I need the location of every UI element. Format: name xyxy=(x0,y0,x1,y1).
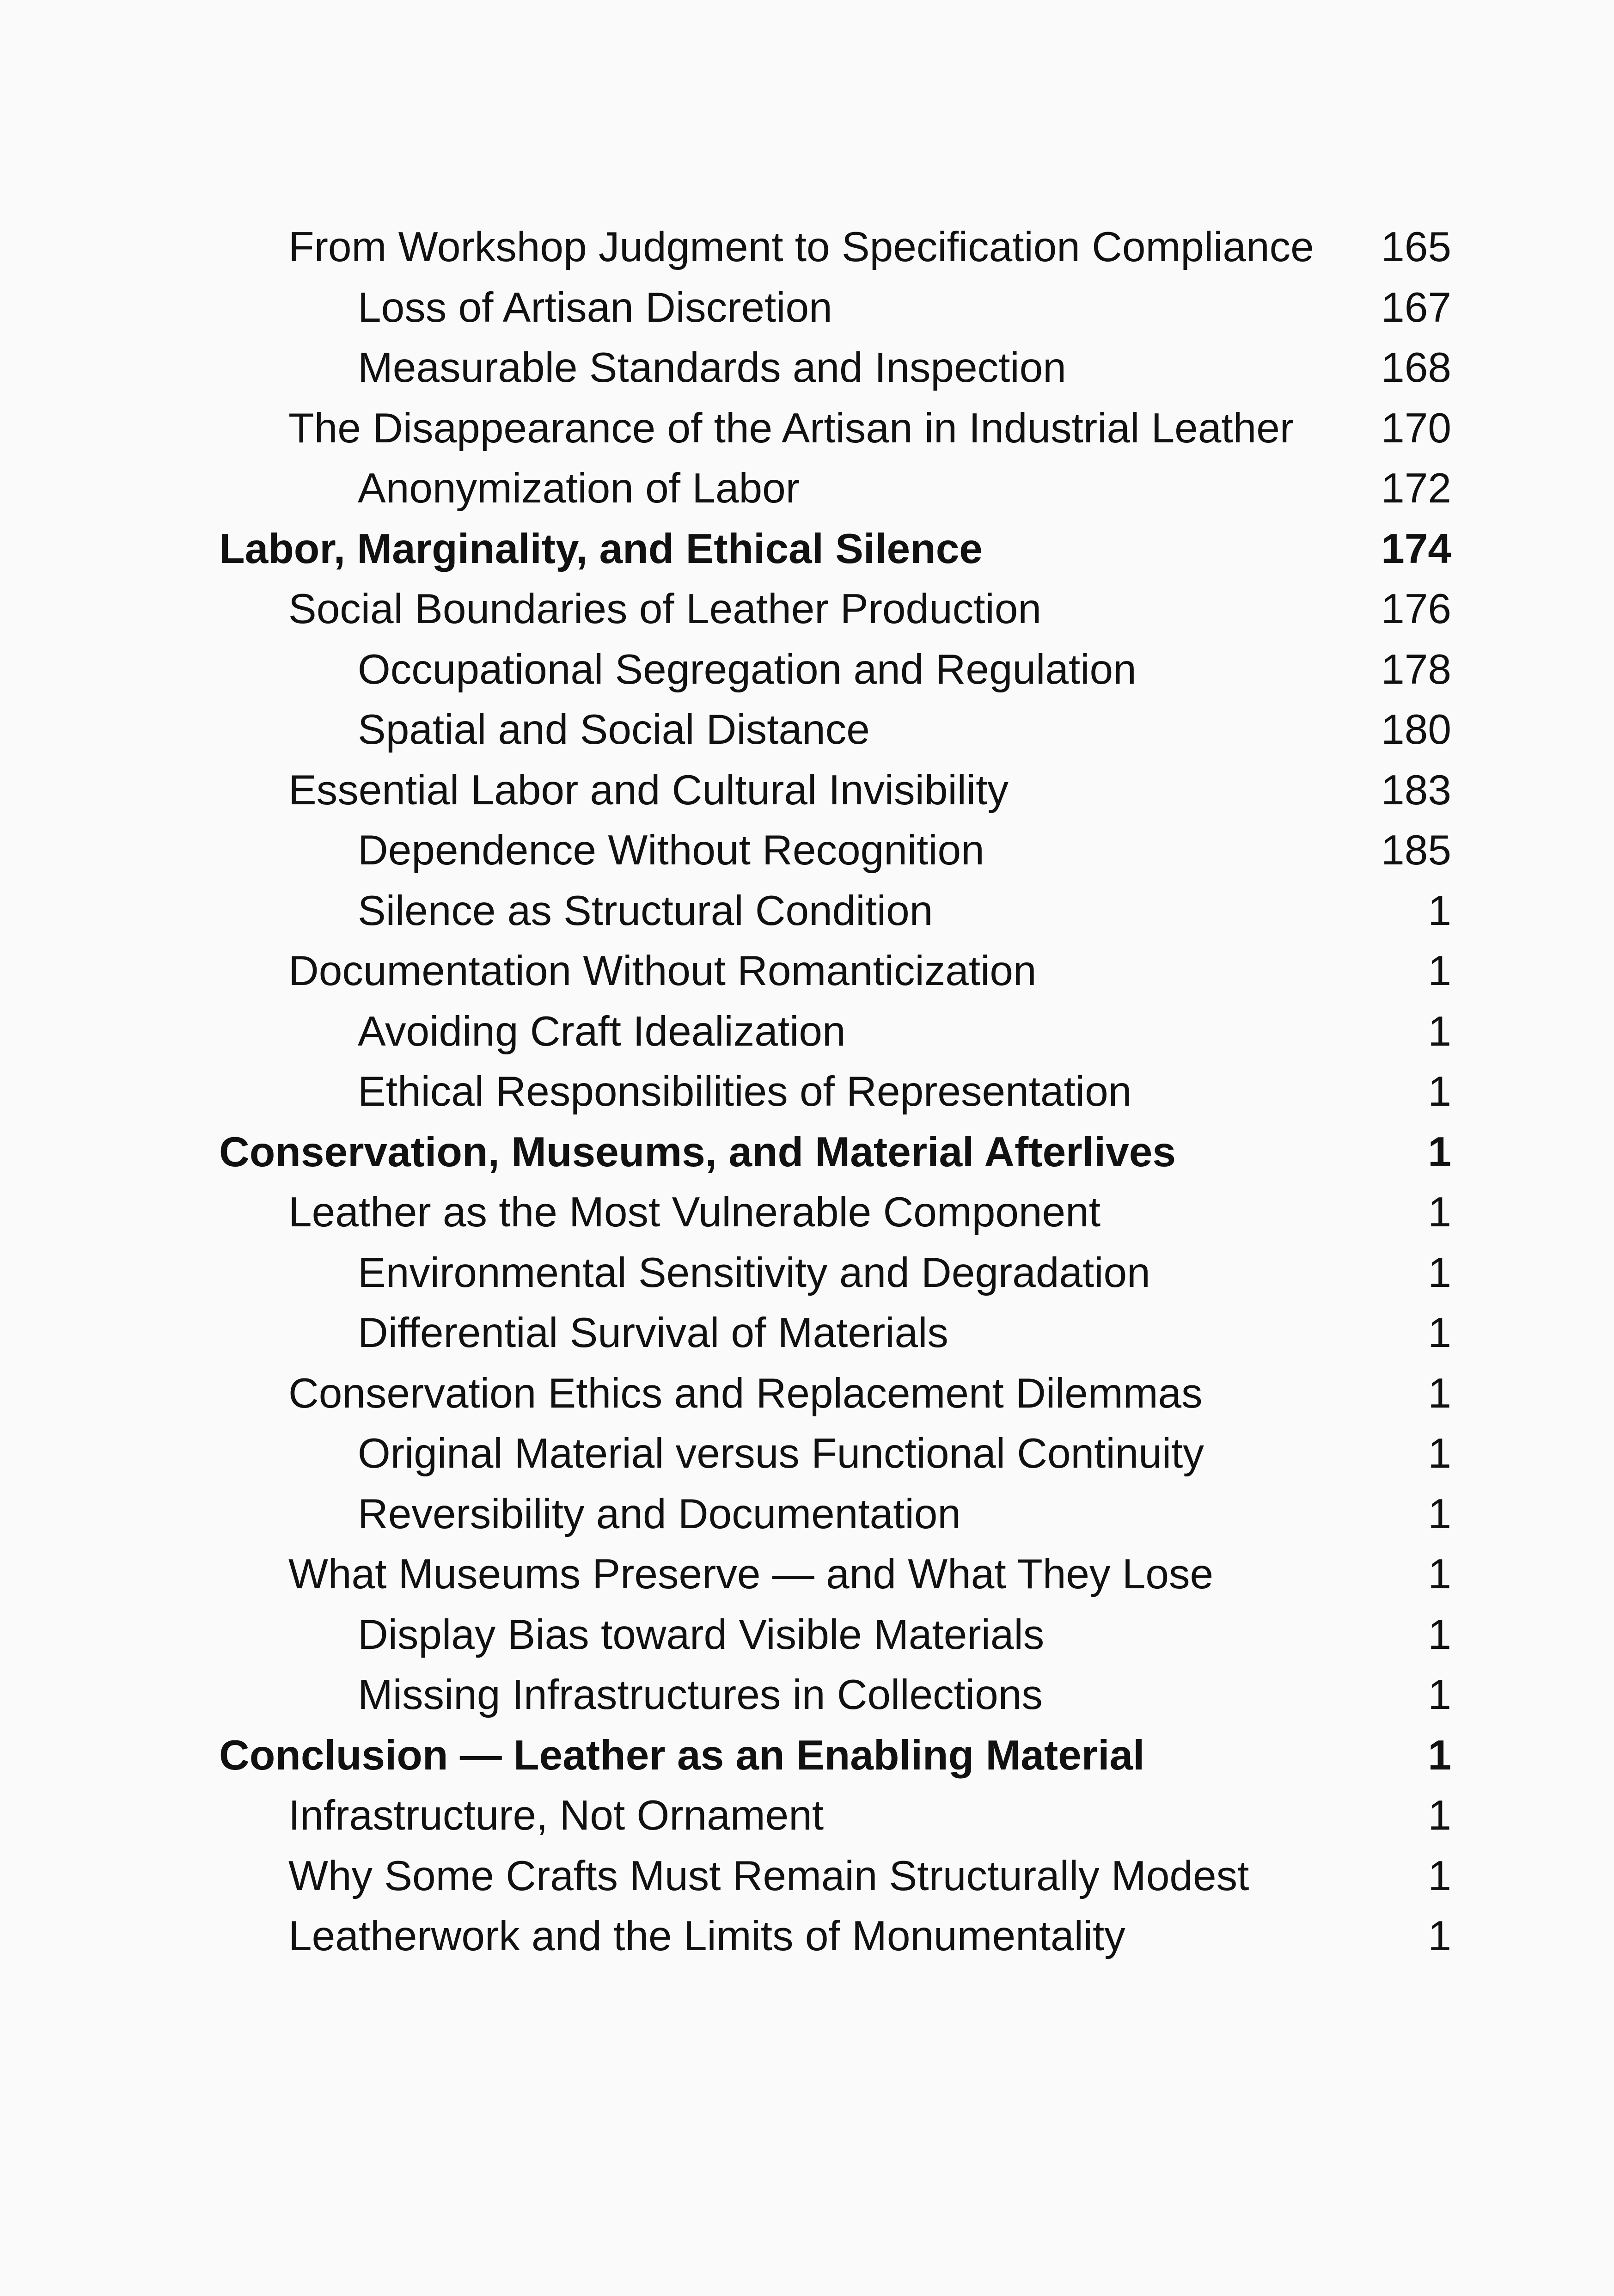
toc-entry-title: Display Bias toward Visible Materials xyxy=(358,1611,1045,1658)
toc-entry-page-number: 1 xyxy=(1428,1611,1451,1658)
toc-section-entry[interactable] xyxy=(0,1906,1614,1967)
toc-section-entry[interactable] xyxy=(0,398,1614,459)
toc-section-entry[interactable] xyxy=(0,1846,1614,1907)
toc-entry-page-number: 1 xyxy=(1428,1732,1451,1779)
toc-entry-title: Conservation Ethics and Replacement Dilemmas xyxy=(288,1370,1203,1417)
toc-subsection-entry[interactable] xyxy=(0,1303,1614,1364)
toc-subsection-entry[interactable] xyxy=(0,1665,1614,1726)
toc-entry-page-number: 1 xyxy=(1428,1310,1451,1356)
toc-section-entry[interactable] xyxy=(0,1364,1614,1424)
toc-entry-title: Loss of Artisan Discretion xyxy=(358,284,832,331)
toc-section-entry[interactable] xyxy=(0,579,1614,640)
toc-section-entry[interactable] xyxy=(0,941,1614,1002)
toc-entry-title: Leatherwork and the Limits of Monumentality xyxy=(288,1913,1125,1959)
toc-entry-title: Leather as the Most Vulnerable Component xyxy=(288,1189,1101,1236)
toc-entry-title: Environmental Sensitivity and Degradation xyxy=(358,1249,1150,1296)
toc-entry-title: Social Boundaries of Leather Production xyxy=(288,586,1041,632)
toc-entry-title: Why Some Crafts Must Remain Structurally Modest xyxy=(288,1852,1249,1899)
table-of-contents xyxy=(0,217,1614,1974)
toc-entry-page-number: 168 xyxy=(1381,344,1451,391)
toc-entry-page-number: 1 xyxy=(1428,1792,1451,1839)
toc-section-entry[interactable] xyxy=(0,1182,1614,1243)
toc-chapter-entry[interactable] xyxy=(0,1122,1614,1183)
toc-entry-page-number: 165 xyxy=(1381,224,1451,270)
toc-entry-page-number: 176 xyxy=(1381,586,1451,632)
toc-entry-title: Anonymization of Labor xyxy=(358,465,800,512)
toc-entry-page-number: 1 xyxy=(1428,1008,1451,1055)
toc-entry-page-number: 1 xyxy=(1428,1852,1451,1899)
toc-entry-page-number: 1 xyxy=(1428,1490,1451,1537)
toc-subsection-entry[interactable] xyxy=(0,459,1614,519)
toc-entry-page-number: 1 xyxy=(1428,1189,1451,1236)
toc-entry-title: Differential Survival of Materials xyxy=(358,1310,948,1356)
toc-subsection-entry[interactable] xyxy=(0,1484,1614,1545)
toc-entry-title: What Museums Preserve — and What They Lose xyxy=(288,1551,1214,1598)
toc-entry-page-number: 178 xyxy=(1381,646,1451,693)
toc-entry-title: Measurable Standards and Inspection xyxy=(358,344,1066,391)
toc-section-entry[interactable] xyxy=(0,760,1614,821)
toc-subsection-entry[interactable] xyxy=(0,338,1614,398)
toc-entry-page-number: 180 xyxy=(1381,706,1451,753)
toc-entry-page-number: 1 xyxy=(1428,948,1451,994)
toc-entry-title: Conclusion — Leather as an Enabling Material xyxy=(219,1732,1145,1779)
toc-entry-page-number: 172 xyxy=(1381,465,1451,512)
toc-subsection-entry[interactable] xyxy=(0,1424,1614,1484)
toc-section-entry[interactable] xyxy=(0,1544,1614,1605)
toc-entry-page-number: 1 xyxy=(1428,1551,1451,1598)
toc-entry-page-number: 1 xyxy=(1428,1671,1451,1718)
toc-entry-title: Labor, Marginality, and Ethical Silence xyxy=(219,525,983,572)
toc-subsection-entry[interactable] xyxy=(0,820,1614,881)
toc-entry-page-number: 1 xyxy=(1428,1068,1451,1115)
toc-subsection-entry[interactable] xyxy=(0,278,1614,338)
toc-subsection-entry[interactable] xyxy=(0,1002,1614,1062)
toc-entry-page-number: 185 xyxy=(1381,827,1451,874)
toc-entry-title: Original Material versus Functional Continuity xyxy=(358,1430,1204,1477)
toc-entry-page-number: 167 xyxy=(1381,284,1451,331)
toc-entry-title: Occupational Segregation and Regulation xyxy=(358,646,1137,693)
toc-entry-title: Infrastructure, Not Ornament xyxy=(288,1792,824,1839)
toc-section-entry[interactable] xyxy=(0,217,1614,278)
toc-entry-page-number: 170 xyxy=(1381,404,1451,452)
toc-entry-page-number: 183 xyxy=(1381,766,1451,814)
toc-subsection-entry[interactable] xyxy=(0,1605,1614,1665)
toc-entry-title: Avoiding Craft Idealization xyxy=(358,1008,846,1055)
toc-entry-title: Silence as Structural Condition xyxy=(358,887,933,934)
toc-entry-title: From Workshop Judgment to Specification Compliance xyxy=(288,224,1314,270)
toc-entry-title: Essential Labor and Cultural Invisibility xyxy=(288,766,1009,814)
toc-entry-page-number: 1 xyxy=(1428,1249,1451,1296)
toc-chapter-entry[interactable] xyxy=(0,519,1614,580)
toc-entry-title: Dependence Without Recognition xyxy=(358,827,984,874)
toc-entry-title: Documentation Without Romanticization xyxy=(288,948,1037,994)
toc-entry-title: Reversibility and Documentation xyxy=(358,1490,961,1537)
toc-entry-page-number: 1 xyxy=(1428,887,1451,934)
toc-entry-page-number: 1 xyxy=(1428,1430,1451,1477)
toc-entry-title: Missing Infrastructures in Collections xyxy=(358,1671,1043,1718)
toc-entry-title: Ethical Responsibilities of Representation xyxy=(358,1068,1132,1115)
toc-chapter-entry[interactable] xyxy=(0,1726,1614,1786)
toc-entry-title: Spatial and Social Distance xyxy=(358,706,870,753)
toc-subsection-entry[interactable] xyxy=(0,881,1614,942)
toc-subsection-entry[interactable] xyxy=(0,1062,1614,1122)
toc-entry-page-number: 1 xyxy=(1428,1128,1451,1176)
toc-section-entry[interactable] xyxy=(0,1786,1614,1846)
toc-subsection-entry[interactable] xyxy=(0,1243,1614,1304)
toc-entry-page-number: 1 xyxy=(1428,1913,1451,1959)
toc-entry-page-number: 174 xyxy=(1381,525,1451,572)
toc-subsection-entry[interactable] xyxy=(0,640,1614,700)
toc-entry-page-number: 1 xyxy=(1428,1370,1451,1417)
toc-subsection-entry[interactable] xyxy=(0,700,1614,760)
toc-entry-title: The Disappearance of the Artisan in Industrial Leather xyxy=(288,404,1294,452)
toc-entry-title: Conservation, Museums, and Material Afterlives xyxy=(219,1128,1176,1176)
